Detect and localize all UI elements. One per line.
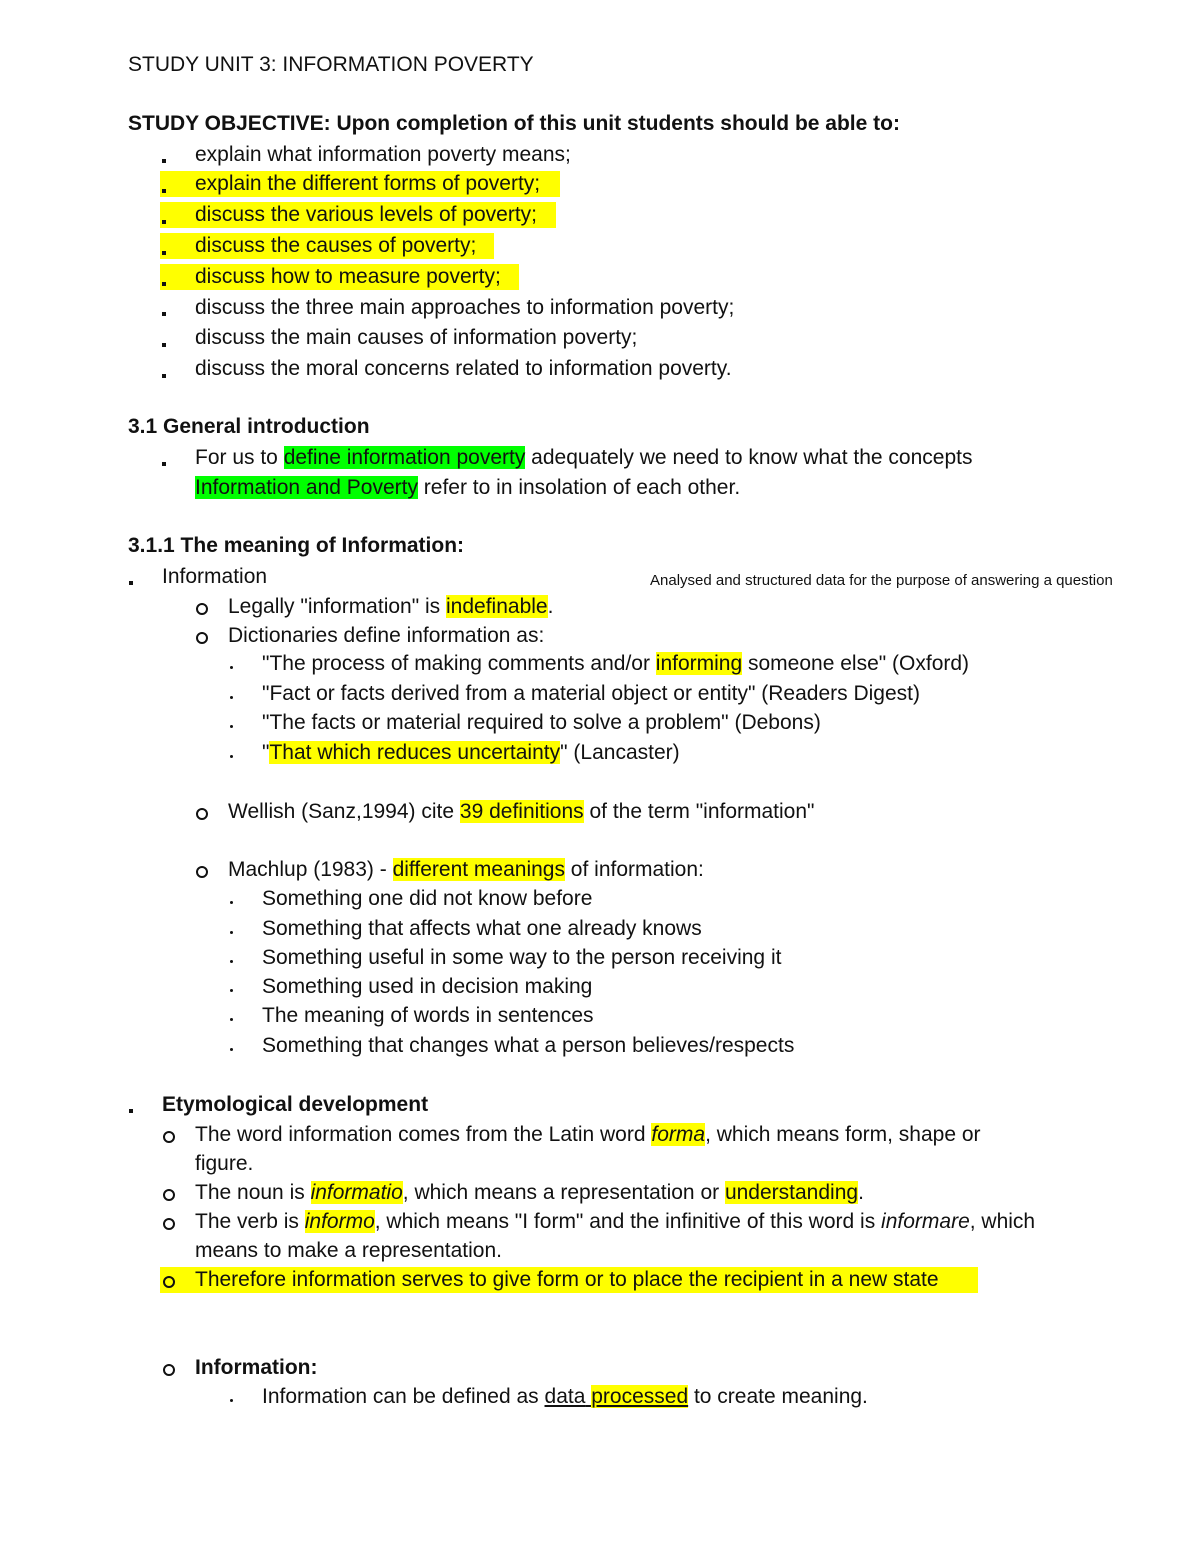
bullet-square-icon	[129, 1109, 133, 1113]
bullet-square-icon	[162, 374, 166, 378]
section-heading-3-1: 3.1 General introduction	[128, 415, 370, 438]
bullet-dot-icon	[230, 755, 233, 758]
objective-heading: STUDY OBJECTIVE: Upon completion of this unit students should be able to:	[128, 112, 900, 135]
bullet-dot-icon	[230, 1399, 233, 1402]
machlup-item: Something that changes what a person believes/respects	[262, 1034, 795, 1057]
bullet-dot-icon	[230, 901, 233, 904]
bullet-square-icon	[162, 312, 166, 316]
bullet-square-icon	[129, 581, 133, 585]
bullet-circle-icon	[196, 866, 208, 878]
definition-item: "That which reduces uncertainty" (Lancaster)	[262, 741, 680, 764]
definition-item: "Fact or facts derived from a material object or entity" (Readers Digest)	[262, 682, 920, 705]
wellish-line: Wellish (Sanz,1994) cite 39 definitions of the term "information"	[228, 800, 815, 823]
bullet-square-icon	[162, 159, 166, 163]
side-note: Analysed and structured data for the purpose of answering a question	[650, 572, 1113, 589]
bullet-dot-icon	[230, 666, 233, 669]
etymology-line: The word information comes from the Latin word forma, which means form, shape or	[195, 1123, 981, 1146]
intro-paragraph-line: For us to define information poverty adequately we need to know what the concepts	[195, 446, 973, 469]
bullet-square-icon	[162, 251, 166, 255]
etymology-conclusion: Therefore information serves to give form or to place the recipient in a new state	[195, 1268, 939, 1291]
etymology-heading: Etymological development	[162, 1093, 429, 1116]
legally-line: Legally "information" is indefinable.	[228, 595, 554, 618]
document-title: STUDY UNIT 3: INFORMATION POVERTY	[128, 53, 534, 76]
bullet-circle-icon	[163, 1189, 175, 1201]
objective-item: discuss the three main approaches to information poverty;	[195, 296, 735, 319]
bullet-square-icon	[162, 282, 166, 286]
objective-item: discuss the main causes of information poverty;	[195, 326, 638, 349]
bullet-circle-icon	[163, 1276, 175, 1288]
bullet-dot-icon	[230, 989, 233, 992]
objective-item: discuss the causes of poverty;	[195, 234, 477, 257]
objective-item: discuss the moral concerns related to information poverty.	[195, 357, 732, 380]
bullet-dot-icon	[230, 725, 233, 728]
bullet-dot-icon	[230, 696, 233, 699]
section-heading-3-1-1: 3.1.1 The meaning of Information:	[128, 534, 465, 557]
etymology-line: The verb is informo, which means "I form" and the infinitive of this word is informare, which	[195, 1210, 1036, 1233]
information-definition: Information can be defined as data processed to create meaning.	[262, 1385, 868, 1408]
machlup-item: The meaning of words in sentences	[262, 1004, 594, 1027]
bullet-circle-icon	[163, 1364, 175, 1376]
bullet-circle-icon	[163, 1131, 175, 1143]
objective-item: explain the different forms of poverty;	[195, 172, 541, 195]
machlup-item: Something used in decision making	[262, 975, 593, 998]
bullet-dot-icon	[230, 960, 233, 963]
bullet-circle-icon	[196, 632, 208, 644]
bullet-dot-icon	[230, 1018, 233, 1021]
definition-item: "The process of making comments and/or informing someone else" (Oxford)	[262, 652, 970, 675]
intro-paragraph-line: Information and Poverty refer to in insolation of each other.	[195, 476, 741, 499]
bullet-circle-icon	[196, 808, 208, 820]
information-label: Information	[162, 565, 268, 588]
machlup-line: Machlup (1983) - different meanings of information:	[228, 858, 704, 881]
machlup-item: Something useful in some way to the person receiving it	[262, 946, 782, 969]
bullet-square-icon	[162, 462, 166, 466]
bullet-circle-icon	[163, 1218, 175, 1230]
bullet-square-icon	[162, 220, 166, 224]
machlup-item: Something that affects what one already knows	[262, 917, 702, 940]
bullet-square-icon	[162, 343, 166, 347]
bullet-dot-icon	[230, 931, 233, 934]
definition-item: "The facts or material required to solve a problem" (Debons)	[262, 711, 821, 734]
machlup-item: Something one did not know before	[262, 887, 593, 910]
dictionaries-line: Dictionaries define information as:	[228, 624, 545, 647]
objective-item: explain what information poverty means;	[195, 143, 571, 166]
bullet-square-icon	[162, 189, 166, 193]
information-heading: Information:	[195, 1356, 318, 1379]
etymology-line: means to make a representation.	[195, 1239, 503, 1262]
etymology-line: figure.	[195, 1152, 254, 1175]
bullet-circle-icon	[196, 603, 208, 615]
bullet-dot-icon	[230, 1048, 233, 1051]
objective-item: discuss the various levels of poverty;	[195, 203, 537, 226]
objective-item: discuss how to measure poverty;	[195, 265, 501, 288]
etymology-line: The noun is informatio, which means a representation or understanding.	[195, 1181, 864, 1204]
